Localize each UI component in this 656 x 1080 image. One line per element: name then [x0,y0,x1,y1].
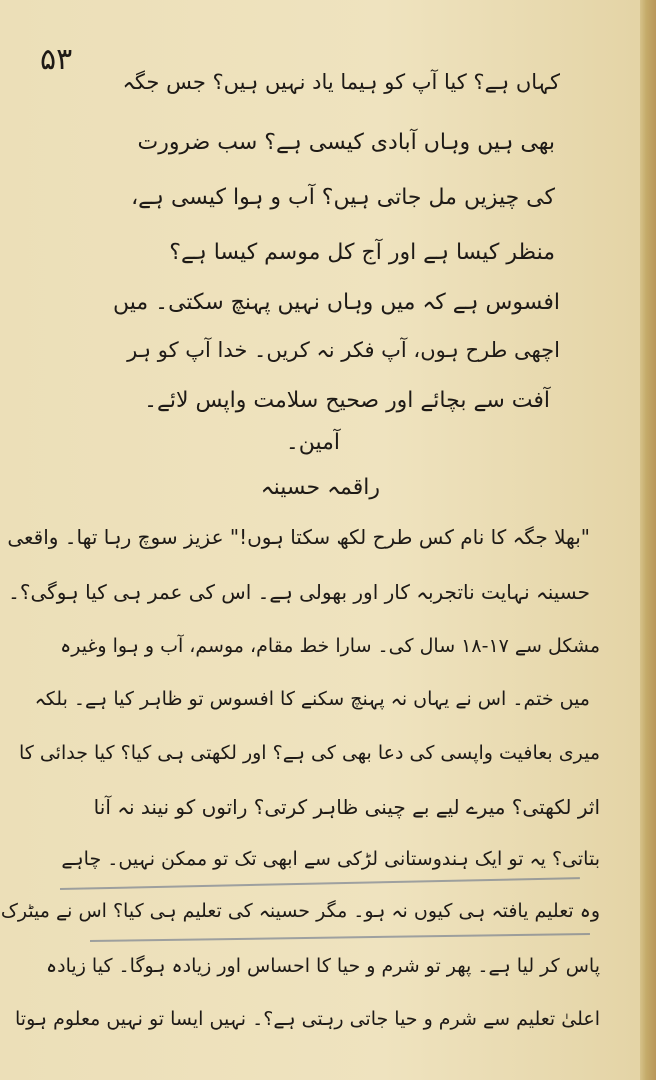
letter-line-3: کی چیزیں مل جاتی ہیں؟ آب و ہوا کیسی ہے، [131,185,555,210]
pencil-underline [90,933,590,942]
narrative-line-8: وہ تعلیم یافتہ ہی کیوں نہ ہو۔ مگر حسینہ کی تعلیم ہی کیا؟ اس نے میٹرک [0,900,600,922]
narrative-line-7: بتاتی؟ یہ تو ایک ہندوستانی لڑکی سے ابھی تک تو ممکن نہیں۔ چاہے [61,848,600,870]
letter-line-2: بھی ہیں وہاں آبادی کیسی ہے؟ سب ضرورت [137,130,555,155]
letter-line-6: اچھی طرح ہوں، آپ فکر نہ کریں۔ خدا آپ کو ہر [127,338,560,362]
narrative-line-6: اثر لکھتی؟ میرے لیے بے چینی ظاہر کرتی؟ راتوں کو نیند نہ آنا [93,795,600,819]
narrative-line-10: اعلیٰ تعلیم سے شرم و حیا جاتی رہتی ہے؟۔ نہیں ایسا تو نہیں معلوم ہوتا [15,1008,600,1030]
narrative-line-5: میری بعافیت واپسی کی دعا بھی کی ہے؟ اور لکھتی ہی کیا؟ کیا جدائی کا [18,742,600,764]
letter-line-1: کہاں ہے؟ کیا آپ کو ہیما یاد نہیں ہیں؟ جس جگہ [122,70,560,94]
narrative-line-9: پاس کر لیا ہے۔ پھر تو شرم و حیا کا احساس اور زیادہ ہوگا۔ کیا زیادہ [46,955,600,977]
letter-signature: راقمہ حسینہ [260,475,380,500]
narrative-line-3: مشکل سے ۱۷-۱۸ سال کی۔ سارا خط مقام، موسم، آب و ہوا وغیرہ [60,635,600,657]
letter-line-8: آمین۔ [285,430,340,455]
letter-line-5: افسوس ہے کہ میں وہاں نہیں پہنچ سکتی۔ میں [113,290,560,315]
letter-line-7: آفت سے بچائے اور صحیح سلامت واپس لائے۔ [144,388,550,413]
page-edge [640,0,656,1080]
narrative-line-2: حسینہ نہایت ناتجربہ کار اور بھولی ہے۔ اس کی عمر ہی کیا ہوگی؟۔ [8,580,590,604]
narrative-line-4: میں ختم۔ اس نے یہاں نہ پہنچ سکنے کا افسوس تو ظاہر کیا ہے۔ بلکہ [34,688,590,710]
narrative-line-1: "بھلا جگہ کا نام کس طرح لکھ سکتا ہوں!" عزیز سوچ رہا تھا۔ واقعی [7,525,590,549]
pencil-underline [60,877,580,890]
letter-line-4: منظر کیسا ہے اور آج کل موسم کیسا ہے؟ [169,240,555,265]
page-number: ۵۳ [40,42,73,77]
